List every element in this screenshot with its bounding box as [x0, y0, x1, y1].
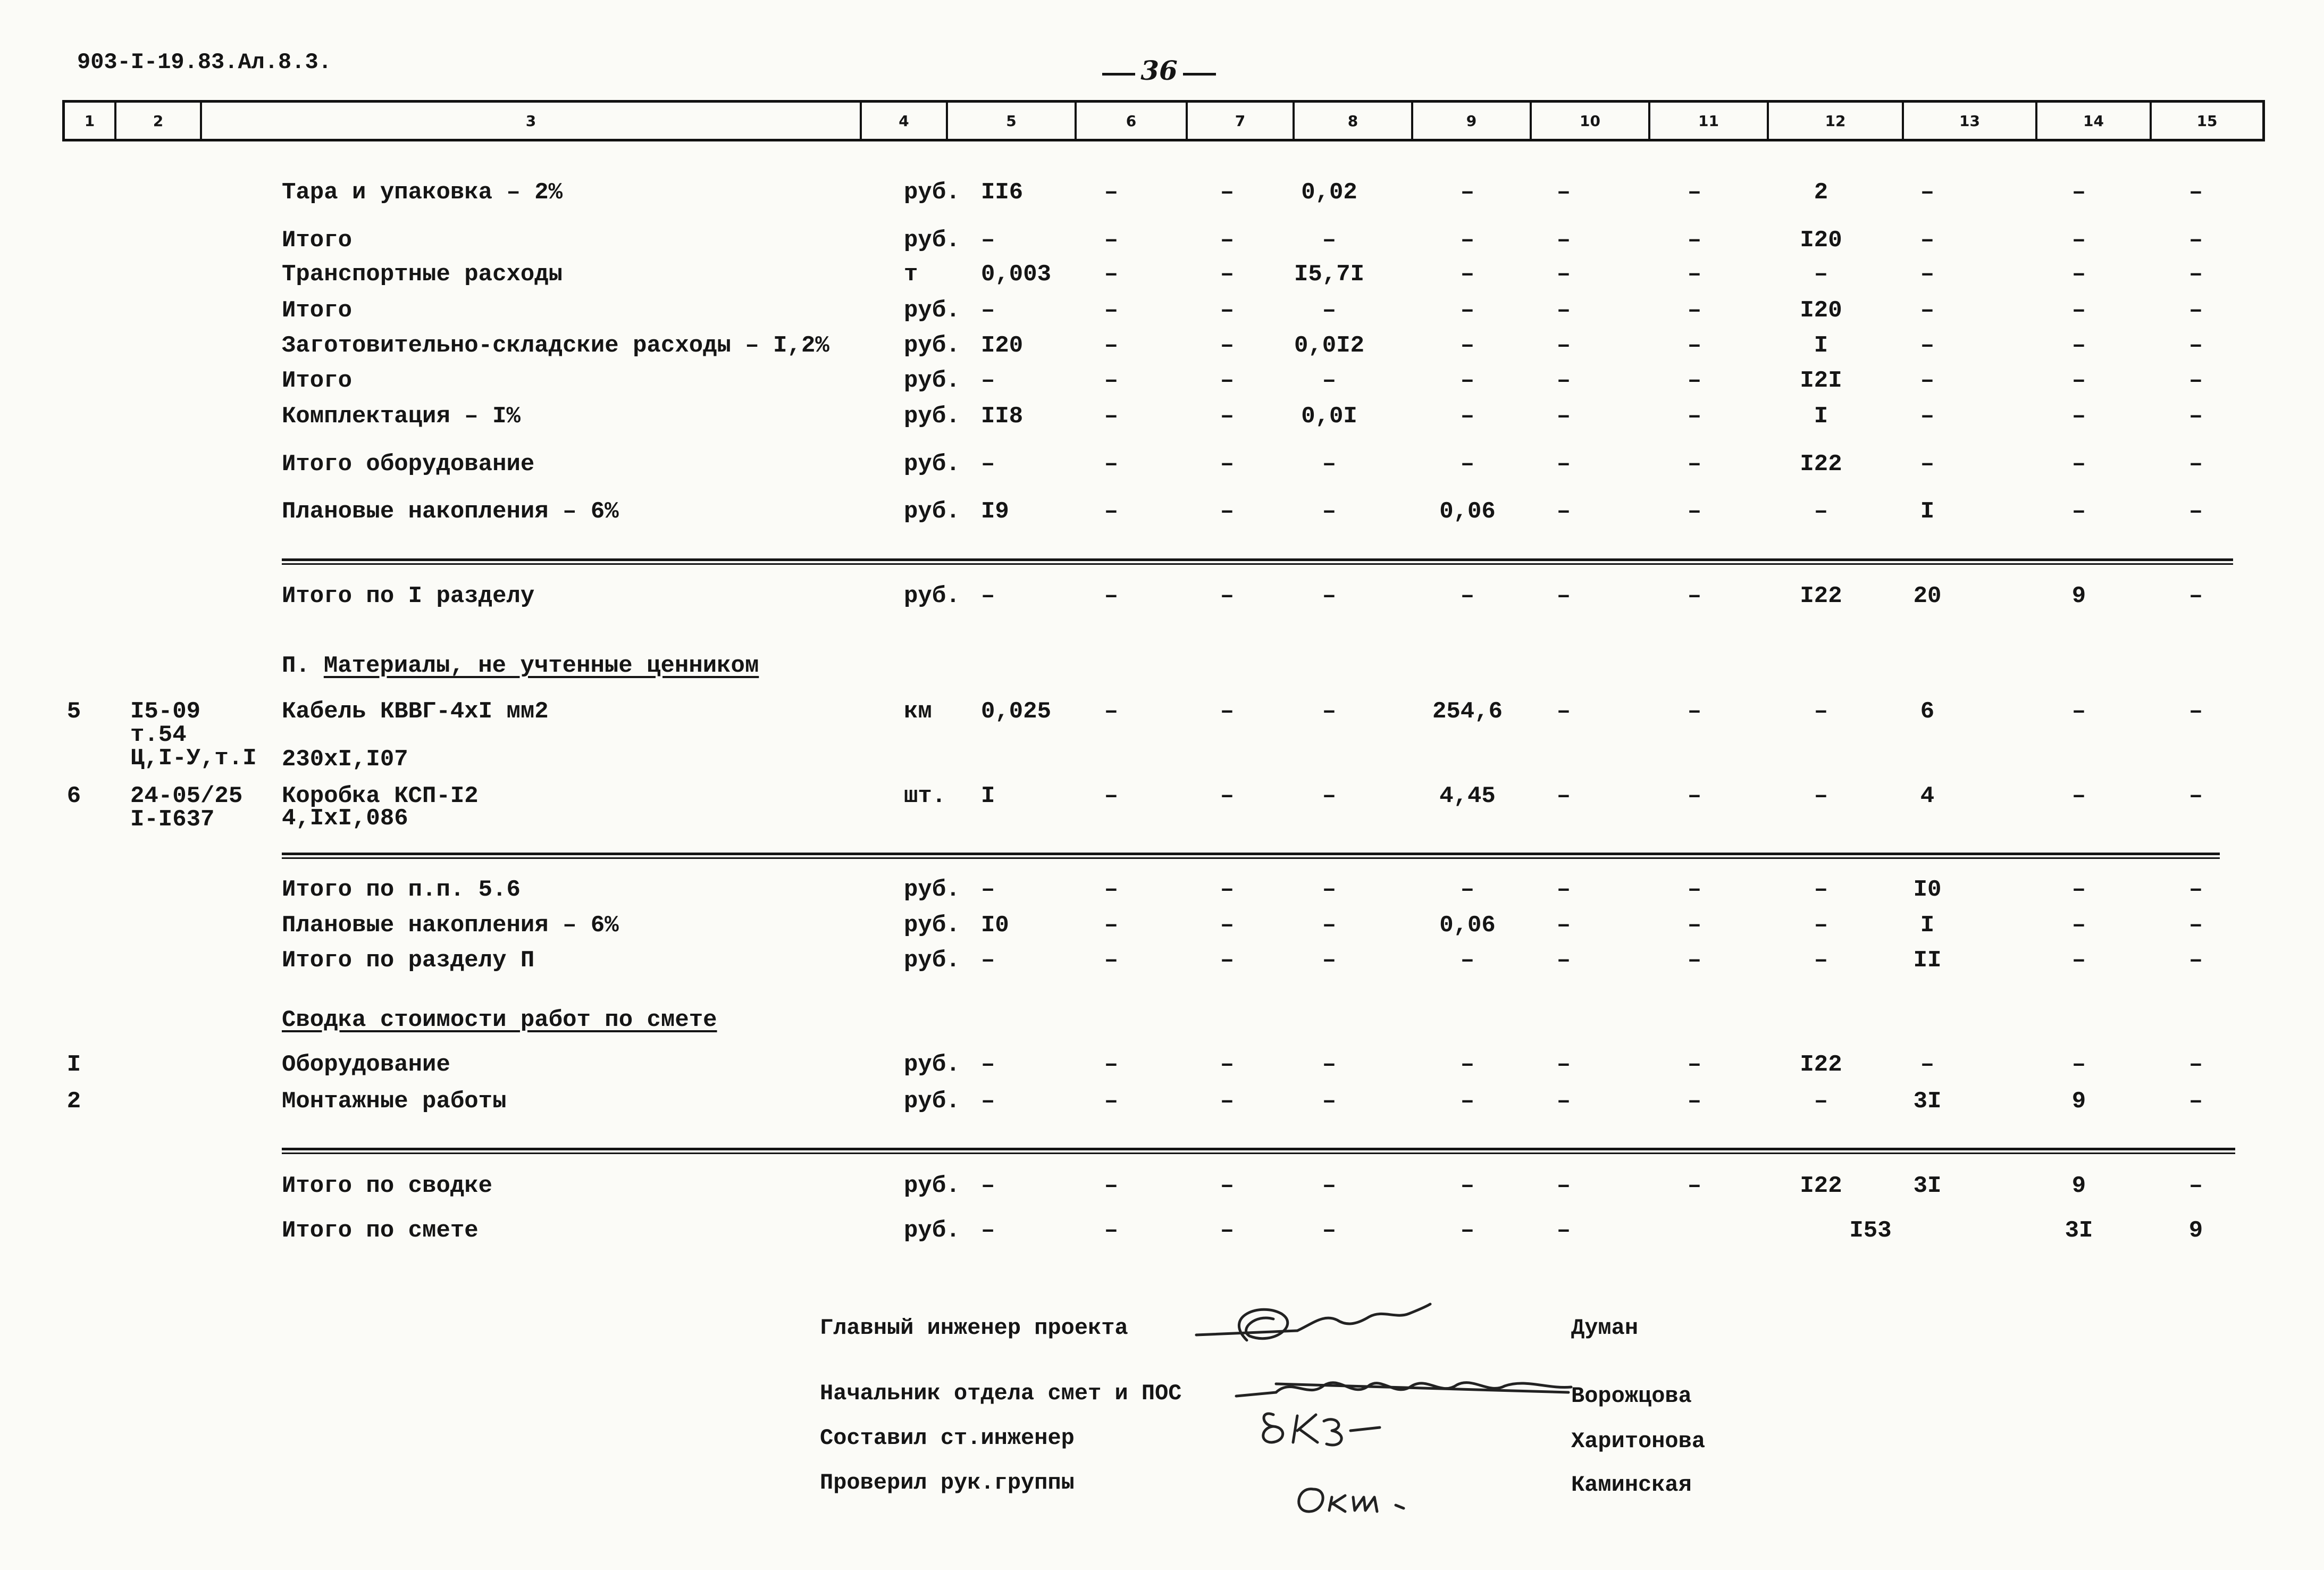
value-col-14: – [2071, 783, 2086, 809]
approval-name: Думан [1571, 1315, 1639, 1341]
value-col-10: – [1556, 227, 1571, 254]
value-col-14: – [2071, 332, 2086, 359]
value-col-11: – [1687, 947, 1702, 974]
value-col-7: – [1220, 332, 1235, 359]
section-title: Материалы, не учтенные ценником [323, 653, 759, 679]
value-col-8: – [1322, 297, 1337, 324]
row-number: 2 [66, 1088, 81, 1115]
value-col-11: – [1687, 912, 1702, 939]
page-number [1095, 53, 1223, 87]
value-col-10: – [1556, 583, 1571, 609]
unit-cell: руб. [904, 179, 960, 206]
value-col-6: – [1104, 297, 1119, 324]
value-col-12: I22 [1800, 583, 1842, 609]
column-header-6: 6 [1075, 103, 1186, 139]
approval-role: Главный инженер проекта [820, 1315, 1128, 1341]
section-divider [282, 1148, 2235, 1154]
value-col-15: – [2188, 332, 2203, 359]
value-col-10: – [1556, 261, 1571, 288]
unit-cell: руб. [904, 297, 960, 324]
value-col-11: – [1687, 261, 1702, 288]
signature-department-head [1236, 1383, 1571, 1396]
value-col-6: – [1104, 698, 1119, 725]
value-col-15: 9 [2188, 1217, 2203, 1244]
value-col-10: – [1556, 332, 1571, 359]
unit-cell: руб. [904, 1173, 960, 1199]
value-col-5: I20 [981, 332, 1023, 359]
page-number-value: 36 [1140, 54, 1178, 86]
value-col-10: – [1556, 698, 1571, 725]
value-col-7: – [1220, 368, 1235, 394]
value-col-9: – [1460, 368, 1475, 394]
value-col-5: – [981, 1173, 995, 1199]
value-col-15: – [2188, 1173, 2203, 1199]
value-col-6: – [1104, 451, 1119, 478]
value-col-15: – [2188, 583, 2203, 609]
value-col-14: – [2071, 368, 2086, 394]
value-col-12: – [1814, 1088, 1828, 1115]
approval-name: Ворожцова [1571, 1383, 1692, 1409]
unit-cell: руб. [904, 368, 960, 394]
value-col-12: I22 [1800, 1173, 1842, 1199]
value-col-7: – [1220, 698, 1235, 725]
value-col-14: – [2071, 297, 2086, 324]
section-number: П. [282, 653, 310, 679]
value-col-14: 9 [2071, 1173, 2086, 1199]
rate-code: I-I637 [130, 806, 215, 833]
value-col-15: – [2188, 1088, 2203, 1115]
value-col-5: – [981, 368, 995, 394]
value-col-13: – [1920, 297, 1935, 324]
value-col-7: – [1220, 876, 1235, 903]
unit-cell: км [904, 698, 932, 725]
value-col-10: – [1556, 947, 1571, 974]
value-col-15: – [2188, 947, 2203, 974]
value-col-6: – [1104, 368, 1119, 394]
value-col-7: – [1220, 498, 1235, 525]
value-col-15: – [2188, 451, 2203, 478]
value-col-8: – [1322, 498, 1337, 525]
item-name: Итого оборудование [282, 451, 535, 478]
value-col-13: 20 [1913, 583, 1942, 609]
column-header-9: 9 [1411, 103, 1530, 139]
value-col-8: – [1322, 912, 1337, 939]
value-col-13: 3I [1913, 1173, 1942, 1199]
value-col-9: 254,6 [1432, 698, 1503, 725]
value-col-15: – [2188, 1051, 2203, 1078]
value-col-8: I5,7I [1294, 261, 1365, 288]
value-col-9: – [1460, 179, 1475, 206]
value-col-12: I20 [1800, 297, 1842, 324]
value-col-12: – [1814, 876, 1828, 903]
value-col-15: – [2188, 368, 2203, 394]
unit-cell: шт. [904, 783, 946, 809]
value-col-8: – [1322, 698, 1337, 725]
value-col-14: – [2071, 261, 2086, 288]
value-col-11: – [1687, 876, 1702, 903]
value-col-9: – [1460, 451, 1475, 478]
value-col-13: I [1920, 498, 1935, 525]
value-col-12: I20 [1800, 227, 1842, 254]
value-col-12: I22 [1800, 1051, 1842, 1078]
value-col-5: I9 [981, 498, 1009, 525]
value-col-10: – [1556, 1088, 1571, 1115]
value-col-5: II8 [981, 403, 1023, 430]
value-col-8: – [1322, 783, 1337, 809]
value-col-14: – [2071, 403, 2086, 430]
item-name: Кабель КВВГ-4хI мм2 [282, 698, 549, 725]
value-col-10: – [1556, 451, 1571, 478]
value-col-11: – [1687, 783, 1702, 809]
dash-decor [1183, 73, 1216, 76]
value-col-5: I [981, 783, 995, 809]
item-name: Монтажные работы [282, 1088, 507, 1115]
value-col-6: – [1104, 261, 1119, 288]
value-col-9: – [1460, 947, 1475, 974]
value-col-13: 6 [1920, 698, 1935, 725]
item-name: Итого по смете [282, 1217, 479, 1244]
value-col-14: – [2071, 179, 2086, 206]
value-col-14: – [2071, 698, 2086, 725]
value-col-7: – [1220, 912, 1235, 939]
value-col-12: – [1814, 947, 1828, 974]
value-col-5: – [981, 1217, 995, 1244]
value-col-8: – [1322, 1217, 1337, 1244]
value-col-7: – [1220, 261, 1235, 288]
unit-cell: руб. [904, 498, 960, 525]
value-col-14: 9 [2071, 583, 2086, 609]
value-col-13: 3I [1913, 1088, 1942, 1115]
value-col-11: – [1687, 583, 1702, 609]
value-col-14: – [2071, 912, 2086, 939]
value-col-8: – [1322, 947, 1337, 974]
value-col-13: I0 [1913, 876, 1942, 903]
item-name: Тара и упаковка – 2% [282, 179, 563, 206]
rate-code: т.54 [130, 722, 187, 748]
value-col-10: – [1556, 403, 1571, 430]
value-col-15: – [2188, 876, 2203, 903]
value-col-11: – [1687, 227, 1702, 254]
item-spec: 230хI,I07 [282, 746, 408, 773]
value-col-10: – [1556, 1173, 1571, 1199]
value-col-13: – [1920, 261, 1935, 288]
value-col-7: – [1220, 297, 1235, 324]
value-col-13: I [1920, 912, 1935, 939]
signature-compiler [1263, 1414, 1380, 1445]
value-col-9: 0,06 [1439, 912, 1496, 939]
value-col-14: 3I [2065, 1217, 2093, 1244]
approval-role: Составил ст.инженер [820, 1425, 1075, 1451]
value-col-9: – [1460, 261, 1475, 288]
value-col-11: – [1687, 498, 1702, 525]
value-col-6: – [1104, 1217, 1119, 1244]
section-heading [282, 652, 759, 680]
value-col-9: – [1460, 403, 1475, 430]
value-col-12: I [1814, 332, 1828, 359]
rate-code: Ц,I-У,т.I [130, 745, 257, 772]
unit-cell: руб. [904, 583, 960, 609]
item-name: Итого [282, 227, 353, 254]
value-col-14: – [2071, 227, 2086, 254]
value-col-7: – [1220, 179, 1235, 206]
section-divider [282, 558, 2233, 565]
value-col-7: – [1220, 451, 1235, 478]
row-number: 6 [66, 783, 81, 809]
item-name: Итого по п.п. 5.6 [282, 876, 521, 903]
value-col-7: – [1220, 403, 1235, 430]
value-col-11: – [1687, 1051, 1702, 1078]
column-header-7: 7 [1186, 103, 1293, 139]
value-col-13: II [1913, 947, 1942, 974]
value-col-12: I2I [1800, 368, 1842, 394]
value-col-8: – [1322, 451, 1337, 478]
approval-role: Начальник отдела смет и ПОС [820, 1381, 1182, 1406]
value-col-10: – [1556, 1217, 1571, 1244]
value-col-7: – [1220, 947, 1235, 974]
value-col-12: I53 [1849, 1217, 1892, 1244]
row-number: I [66, 1051, 81, 1078]
value-col-11: – [1687, 368, 1702, 394]
item-spec: 4,IхI,086 [282, 805, 408, 832]
column-header-8: 8 [1293, 103, 1411, 139]
item-name: Итого по сводке [282, 1173, 493, 1199]
column-header-11: 11 [1648, 103, 1767, 139]
value-col-11: – [1687, 403, 1702, 430]
value-col-5: – [981, 1051, 995, 1078]
column-header-13: 13 [1902, 103, 2035, 139]
value-col-9: – [1460, 583, 1475, 609]
value-col-13: 4 [1920, 783, 1935, 809]
value-col-13: – [1920, 403, 1935, 430]
value-col-6: – [1104, 179, 1119, 206]
value-col-6: – [1104, 1173, 1119, 1199]
value-col-13: – [1920, 332, 1935, 359]
value-col-13: – [1920, 451, 1935, 478]
value-col-6: – [1104, 783, 1119, 809]
value-col-7: – [1220, 1088, 1235, 1115]
column-header-3: 3 [200, 103, 860, 139]
item-name: Итого по разделу П [282, 947, 535, 974]
value-col-13: – [1920, 179, 1935, 206]
value-col-14: – [2071, 876, 2086, 903]
value-col-14: 9 [2071, 1088, 2086, 1115]
value-col-14: – [2071, 947, 2086, 974]
value-col-9: – [1460, 227, 1475, 254]
item-name: Транспортные расходы [282, 261, 563, 288]
value-col-6: – [1104, 1051, 1119, 1078]
column-header-5: 5 [946, 103, 1075, 139]
value-col-12: – [1814, 912, 1828, 939]
value-col-9: – [1460, 1051, 1475, 1078]
approval-name: Каминская [1571, 1472, 1692, 1498]
value-col-6: – [1104, 912, 1119, 939]
item-name: Оборудование [282, 1051, 450, 1078]
unit-cell: руб. [904, 912, 960, 939]
item-name: Плановые накопления – 6% [282, 912, 619, 939]
approval-role: Проверил рук.группы [820, 1470, 1075, 1496]
value-col-9: – [1460, 876, 1475, 903]
value-col-6: – [1104, 1088, 1119, 1115]
section-divider [282, 853, 2220, 859]
value-col-15: – [2188, 403, 2203, 430]
value-col-13: – [1920, 1051, 1935, 1078]
value-col-9: – [1460, 297, 1475, 324]
value-col-9: 0,06 [1439, 498, 1496, 525]
column-header-14: 14 [2035, 103, 2150, 139]
signature-chief-engineer [1196, 1304, 1430, 1340]
value-col-8: – [1322, 368, 1337, 394]
value-col-9: – [1460, 332, 1475, 359]
value-col-8: – [1322, 1173, 1337, 1199]
value-col-7: – [1220, 1217, 1235, 1244]
column-header-10: 10 [1530, 103, 1648, 139]
value-col-10: – [1556, 876, 1571, 903]
item-name: Плановые накопления – 6% [282, 498, 619, 525]
value-col-8: 0,0I [1301, 403, 1357, 430]
value-col-15: – [2188, 698, 2203, 725]
signature-checker [1299, 1489, 1404, 1511]
value-col-12: – [1814, 498, 1828, 525]
value-col-10: – [1556, 368, 1571, 394]
value-col-5: II6 [981, 179, 1023, 206]
value-col-8: 0,02 [1301, 179, 1357, 206]
value-col-9: – [1460, 1217, 1475, 1244]
value-col-7: – [1220, 583, 1235, 609]
value-col-6: – [1104, 332, 1119, 359]
section-heading [282, 1006, 717, 1034]
value-col-10: – [1556, 297, 1571, 324]
column-header-15: 15 [2150, 103, 2262, 139]
value-col-9: – [1460, 1088, 1475, 1115]
unit-cell: руб. [904, 1088, 960, 1115]
value-col-9: – [1460, 1173, 1475, 1199]
value-col-12: 2 [1814, 179, 1828, 206]
value-col-12: I [1814, 403, 1828, 430]
value-col-13: – [1920, 368, 1935, 394]
value-col-15: – [2188, 783, 2203, 809]
document-code: 903-I-19.83.Ал.8.3. [77, 49, 332, 75]
value-col-12: – [1814, 698, 1828, 725]
unit-cell: руб. [904, 947, 960, 974]
value-col-8: – [1322, 583, 1337, 609]
value-col-6: – [1104, 583, 1119, 609]
unit-cell: руб. [904, 1217, 960, 1244]
value-col-6: – [1104, 498, 1119, 525]
value-col-11: – [1687, 698, 1702, 725]
value-col-8: – [1322, 227, 1337, 254]
value-col-10: – [1556, 783, 1571, 809]
value-col-14: – [2071, 451, 2086, 478]
value-col-15: – [2188, 498, 2203, 525]
column-header-4: 4 [860, 103, 946, 139]
item-name: Итого по I разделу [282, 583, 535, 609]
column-header-row [62, 100, 2265, 141]
value-col-5: – [981, 947, 995, 974]
value-col-11: – [1687, 1173, 1702, 1199]
value-col-5: – [981, 1088, 995, 1115]
value-col-8: – [1322, 876, 1337, 903]
value-col-5: – [981, 297, 995, 324]
value-col-5: – [981, 451, 995, 478]
section-title: Сводка стоимости работ по смете [282, 1007, 717, 1033]
value-col-11: – [1687, 332, 1702, 359]
value-col-6: – [1104, 403, 1119, 430]
value-col-9: 4,45 [1439, 783, 1496, 809]
approval-name: Харитонова [1571, 1429, 1706, 1454]
value-col-15: – [2188, 227, 2203, 254]
value-col-8: – [1322, 1051, 1337, 1078]
dash-decor [1102, 73, 1135, 76]
unit-cell: руб. [904, 1051, 960, 1078]
value-col-14: – [2071, 498, 2086, 525]
unit-cell: руб. [904, 332, 960, 359]
item-name: Итого [282, 368, 353, 394]
value-col-10: – [1556, 498, 1571, 525]
item-name: Комплектация – I% [282, 403, 521, 430]
unit-cell: руб. [904, 227, 960, 254]
value-col-5: I0 [981, 912, 1009, 939]
value-col-8: – [1322, 1088, 1337, 1115]
value-col-7: – [1220, 783, 1235, 809]
unit-cell: руб. [904, 451, 960, 478]
value-col-10: – [1556, 1051, 1571, 1078]
rate-code: 24-05/25 [130, 783, 243, 809]
value-col-10: – [1556, 912, 1571, 939]
value-col-6: – [1104, 947, 1119, 974]
value-col-7: – [1220, 227, 1235, 254]
value-col-11: – [1687, 1088, 1702, 1115]
column-header-12: 12 [1767, 103, 1902, 139]
value-col-5: – [981, 583, 995, 609]
value-col-7: – [1220, 1051, 1235, 1078]
value-col-11: – [1687, 297, 1702, 324]
row-number: 5 [66, 698, 81, 725]
unit-cell: руб. [904, 876, 960, 903]
value-col-15: – [2188, 297, 2203, 324]
value-col-13: – [1920, 227, 1935, 254]
value-col-5: – [981, 876, 995, 903]
value-col-6: – [1104, 876, 1119, 903]
column-header-1: 1 [84, 112, 95, 130]
value-col-11: – [1687, 179, 1702, 206]
value-col-12: – [1814, 783, 1828, 809]
value-col-10: – [1556, 179, 1571, 206]
item-name: Коробка КСП-I2 [282, 783, 479, 809]
value-col-12: I22 [1800, 451, 1842, 478]
column-header-2: 2 [114, 103, 200, 139]
value-col-6: – [1104, 227, 1119, 254]
value-col-15: – [2188, 912, 2203, 939]
rate-code: I5-09 [130, 698, 201, 725]
value-col-14: – [2071, 1051, 2086, 1078]
value-col-11: – [1687, 451, 1702, 478]
value-col-7: – [1220, 1173, 1235, 1199]
value-col-5: – [981, 227, 995, 254]
unit-cell: руб. [904, 403, 960, 430]
item-name: Итого [282, 297, 353, 324]
value-col-12: – [1814, 261, 1828, 288]
value-col-15: – [2188, 261, 2203, 288]
item-name: Заготовительно-складские расходы – I,2% [282, 332, 829, 359]
value-col-15: – [2188, 179, 2203, 206]
value-col-5: 0,003 [981, 261, 1052, 288]
value-col-8: 0,0I2 [1294, 332, 1365, 359]
value-col-5: 0,025 [981, 698, 1052, 725]
unit-cell: т [904, 261, 918, 288]
